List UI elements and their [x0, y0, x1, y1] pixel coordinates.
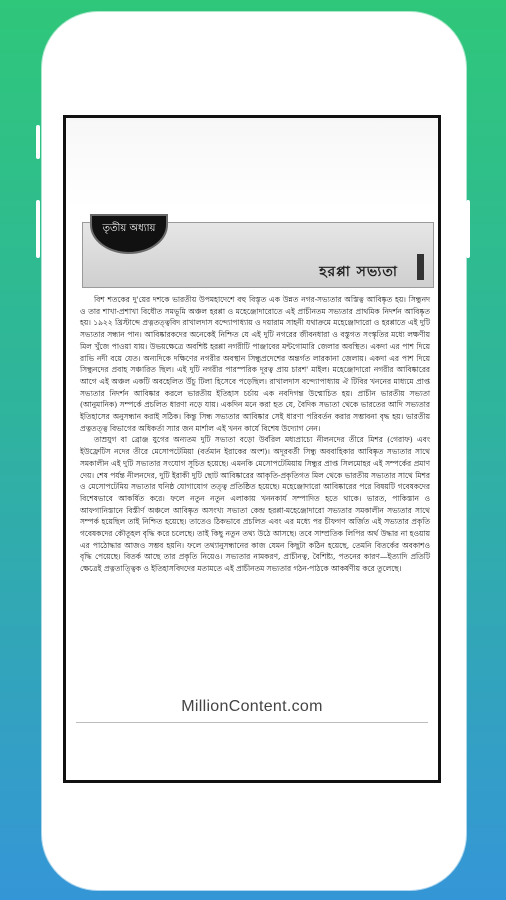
phone-side-button-right [466, 200, 470, 258]
page-top-shade [66, 118, 438, 208]
banner-marker [417, 254, 424, 280]
bottom-divider [76, 722, 428, 723]
chapter-tab: তৃতীয় অধ্যায় [90, 214, 168, 254]
paragraph-1: বিশ শতকের দু'য়ের দশকে ভারতীয় উপমহাদেশে বহু বিস্তৃত এক উন্নত নগর-সভ্যতার অস্তিত্ব আবিষ্কৃত হয়। সিন্ধুনদ ও তার শাখা-প্রশাখা বিধৌত সমভূমি অঞ্চল হরপ্পা ও মহেঞ্জোদারোতে এই প্রাচীনতম সভ্যতার প্রাথমিক নিদর্শন আবিষ্কৃত হয়। ১৯২২ খ্রিস্টাব্দে প্রত্নতত্ত্ববিদ রাখালদাস বন্দ্যোপাধ্যায় ও দয়ারাম সাহনী যথাক্রমে মহেঞ্জোদারো ও হরপ্পাতে এই দুটি সভ্যতার সন্ধান পান। আবিষ্কারকদের অনেকেই নিশ্চিত যে এই দুটি নগরের জীবনধারা ও বস্তুগত সংস্কৃতির মধ্যে লক্ষণীয় মিল খুঁজে পাওয়া যায়। উভয়ক্ষেত্রে অবশিষ্ট হরপ্পা নগরীটি পাঞ্জাবের মন্টগোমারি জেলার অবস্থিত। একদা এর পাশ দিয়ে রাভি নদী বয়ে যেত। অন্যদিকে দক্ষিণের নগরীর অবস্থান সিন্ধুপ্রদেশের অন্তর্গত লারকানা জেলায়। একদা এর পাশ দিয়ে সিন্ধুনদের প্রবাহ সঞ্চারিত ছিল। এই দুটি নগরীর পারস্পরিক দূরত্ব প্রায় চারশ' মাইল। মহেঞ্জোদারো নগরীর আবিষ্কারের আগে এই অঞ্চল একটি অবহেলিত উঁচু টিলা হিসেবে পড়েছিল। রাখালদাস বন্দ্যোপাধ্যায় ঐ টিবির খননের মাধ্যমে প্রাপ্ত সভ্যতার নিদর্শন আবিষ্কার করলে ভারতীয় ইতিহাস চর্চায় এক নবদিগন্ত উন্মোচিত হয়। প্রাচীন ভারতীয় সভ্যতা (আনুমানিক) সম্পর্কে প্রচলিত ধারণা নড়ে যায়। একদিন মনে করা হত যে, বৈদিক সভ্যতা থেকে ভারতের আদি সভ্যতার ইতিহাসের অনুসন্ধান করাই সঠিক। কিন্তু সিন্ধ সভ্যতার আবিষ্কার সেই ধারণা পরিবর্তন করার সম্ভাবনা বৃদ্ধ হয়। ভারতীয় প্রত্নতত্ত্ব বিভাগের অধিকর্তা স্যার জন মার্শাল এই খনন কার্যে বিশেষ উদ্যোগ নেন। [80, 295, 430, 433]
book-page-screen[interactable] [63, 115, 441, 783]
watermark-text: MillionContent.com [181, 698, 323, 715]
paragraph-2: তাম্রযুগ বা ব্রোঞ্জ যুগের অন্যতম দুটি সভ্যতা বড়ো উর্বরিল মধ্যপ্রাচ্যে নীলনদের তীরে মিশর (গেরাফ) এবং ইউফ্রেটিস নদের তীরে মেসোপটেমিয়া (বর্তমান ইরাকের অংশ)। অদূরবর্তী সিন্ধু অববাহিকার আবিষ্কৃত সভ্যতার সাথে সমকালীন এই দুটি সভ্যতার সংযোগ সূচিত হয়েছে। এমনকি মেসোপটেমিয়ায় সিন্ধুর প্রাপ্ত সিলমোহর এই সম্পর্কের প্রমাণ দেয়। শেষ পর্যন্ত নীলনদের, দুটি ইরাকী দুটি ছোট আবিষ্কারের আকৃতি-প্রকৃতিগত মিল থেকে ভারতীয় সভ্যতার সাথে মিশর ও মেসোপটেমিয় সভ্যতার ঘনিষ্ঠ যোগাযোগ তত্ত্ব প্রতিষ্ঠিত হয়েছে। মহেঞ্জোদারো আবিষ্কারের পরে বিষয়টি গবেষকদের বিশেষভাবে আকর্ষিত করে। ফলে নতুন নতুন এলাকায় খননকার্য সম্পাদিত হতে থাকে। ভারত, পাকিস্তান ও আফগানিস্তানে বিস্তীর্ণ অঞ্চলে আবিষ্কৃত অসংখ্য সভ্যতা কেন্দ্র হরপ্পা-মহেঞ্জোদারো সভ্যতার সমকালীন সভ্যতার সাথে সম্পর্ক হয়েছিল তাই নিশ্চিত হয়েছে। তাতেও ঠিকভাবে প্রচলিত এবং এর মধ্যে পর চীফগণ অর্জিত এই সভ্যতার প্রকৃতি গবেষকদের কৌতূহল বৃদ্ধি করে চলেছে। তাই কিছু নতুন তথ্য উঠে আসছে। তবে সাম্প্রতিক লিপির অর্থ উদ্ধার না হওয়ায় এর পাঠোদ্ধার আজও সম্ভব হয়নি। ফলে তথ্যানুসন্ধানের কাজ যেমন কিছুটা কঠিন হয়েছে, তেমনি বিতর্কের অবকাশও বৃদ্ধি পেয়েছে। বিতর্ক আছে তার প্রকৃতি নিয়েও। সভ্যতার নামকরণ, প্রাচীনত্ব, বৈশিষ্ট্য, পতনের কারণ—ইত্যাদি প্রতিটি ক্ষেত্রেই প্রত্নতাত্ত্বিক ও ইতিহাসবিদদের মতামতে এই প্রাচীনতম সভ্যতার গঠন-পাঠকে আকর্ষণীয় করে তুলেছে। [80, 435, 430, 574]
chapter-body-text [80, 294, 430, 575]
phone-side-button-left-2 [36, 200, 40, 258]
phone-side-button-left [36, 125, 40, 159]
chapter-title: হরপ্পা সভ্যতা [319, 264, 398, 280]
